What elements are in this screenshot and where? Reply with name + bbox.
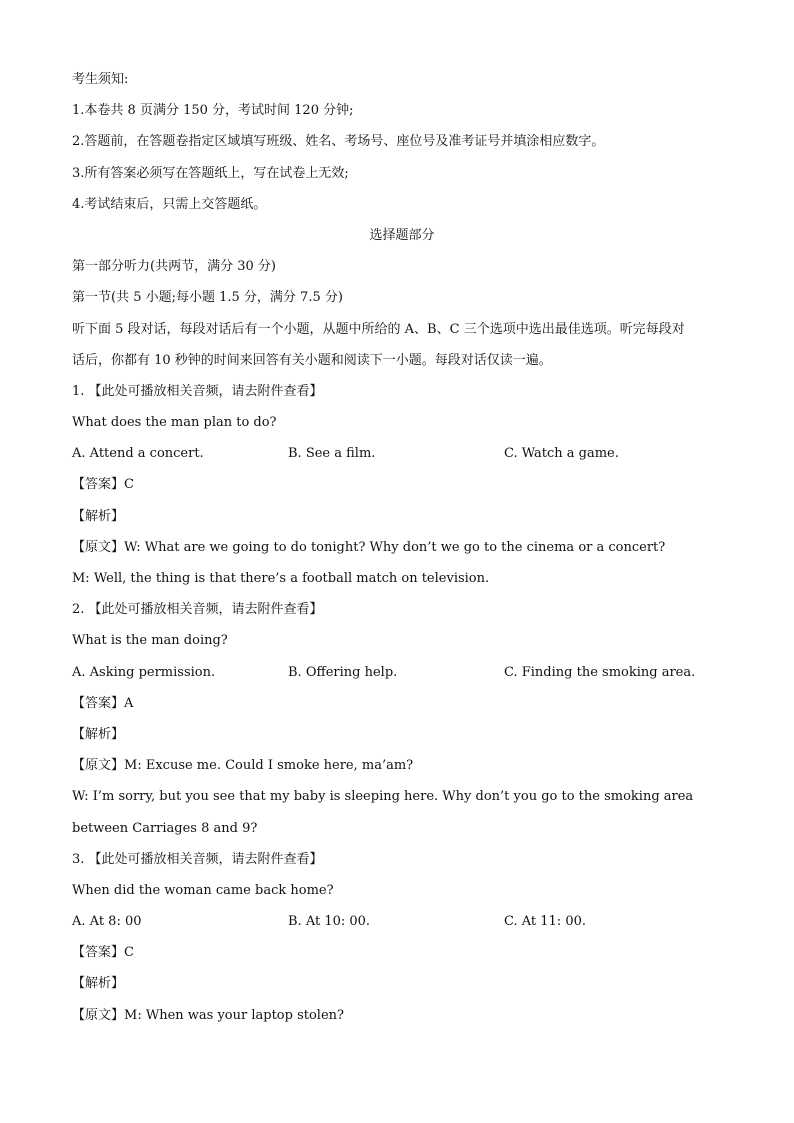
analysis-label: 【解析】 [72, 976, 125, 992]
option-a: A. At 8: 00 [72, 914, 142, 930]
answer-value: C [124, 477, 134, 493]
question-2 [72, 594, 732, 844]
question-1 [72, 376, 732, 594]
option-b: B. At 10: 00. [288, 914, 371, 930]
question-header [72, 376, 732, 407]
answer-line [72, 688, 732, 719]
question-prompt: When did the woman came back home? [72, 882, 334, 898]
question-prompt: What is the man doing? [72, 633, 228, 649]
option-b: B. See a film. [288, 446, 376, 462]
option-a: A. Attend a concert. [72, 446, 204, 462]
option-c: C. At 11: 00. [504, 914, 586, 930]
notice-item: 1.本卷共 8 页满分 150 分，考试时间 120 分钟; [72, 103, 354, 119]
question-number: 2. [72, 602, 85, 618]
audio-placeholder[interactable]: 【此处可播放相关音频，请去附件查看】 [88, 602, 323, 618]
notice-item: 4.考试结束后，只需上交答题纸。 [72, 196, 267, 212]
question-header [72, 844, 732, 875]
answer-line [72, 937, 732, 968]
transcript-text: between Carriages 8 and 9? [72, 820, 258, 836]
analysis-label: 【解析】 [72, 508, 125, 524]
answer-label: 【答案】 [72, 477, 125, 493]
option-b: B. Offering help. [288, 664, 398, 680]
instructions-line: 话后，你都有 10 秒钟的时间来回答有关小题和阅读下一小题。每段对话仅读一遍。 [72, 352, 552, 368]
transcript-line [72, 1000, 732, 1031]
answer-line [72, 469, 732, 500]
transcript-line [72, 532, 732, 563]
transcript-text: M: When was your laptop stolen? [124, 1007, 344, 1023]
transcript-text: M: Excuse me. Could I smoke here, ma’am? [124, 758, 414, 774]
transcript-line [72, 750, 732, 781]
answer-label: 【答案】 [72, 695, 125, 711]
option-c: C. Watch a game. [504, 446, 619, 462]
options-row [72, 906, 732, 937]
option-c: C. Finding the smoking area. [504, 664, 696, 680]
question-number: 1. [72, 383, 85, 399]
audio-placeholder[interactable]: 【此处可播放相关音频，请去附件查看】 [88, 383, 323, 399]
audio-placeholder[interactable]: 【此处可播放相关音频，请去附件查看】 [88, 851, 323, 867]
transcript-text: M: Well, the thing is that there’s a football match on television. [72, 571, 490, 586]
question-prompt: What does the man plan to do? [72, 415, 277, 431]
transcript-label: 【原文】 [72, 539, 125, 555]
options-row [72, 438, 732, 469]
question-3 [72, 844, 732, 1031]
transcript-text: W: What are we going to do tonight? Why don’t we go to the cinema or a concert? [124, 539, 666, 555]
part1-title: 第一部分听力(共两节，满分 30 分) [72, 259, 276, 275]
instructions-line: 听下面 5 段对话，每段对话后有一个小题，从题中所给的 A、B、C 三个选项中选出最佳选项。听完每段对 [72, 321, 685, 337]
option-a: A. Asking permission. [72, 664, 216, 680]
question-number: 3. [72, 851, 85, 867]
answer-label: 【答案】 [72, 945, 125, 961]
transcript-text: W: I’m sorry, but you see that my baby is sleeping here. Why don’t you go to the smoking area [72, 789, 694, 805]
section-title: 选择题部分 [369, 227, 435, 243]
transcript-label: 【原文】 [72, 1007, 125, 1023]
notice-title: 考生须知: [72, 72, 129, 87]
section1-title: 第一节(共 5 小题;每小题 1.5 分，满分 7.5 分) [72, 290, 343, 306]
exam-page [72, 64, 732, 1031]
analysis-label: 【解析】 [72, 726, 125, 742]
notice-item: 3.所有答案必须写在答题纸上，写在试卷上无效; [72, 165, 349, 181]
question-header [72, 594, 732, 625]
answer-value: C [124, 945, 134, 961]
answer-value: A [124, 695, 134, 711]
transcript-label: 【原文】 [72, 758, 125, 774]
options-row [72, 657, 732, 688]
notice-item: 2.答题前，在答题卷指定区域填写班级、姓名、考场号、座位号及准考证号并填涂相应数字。 [72, 134, 605, 150]
